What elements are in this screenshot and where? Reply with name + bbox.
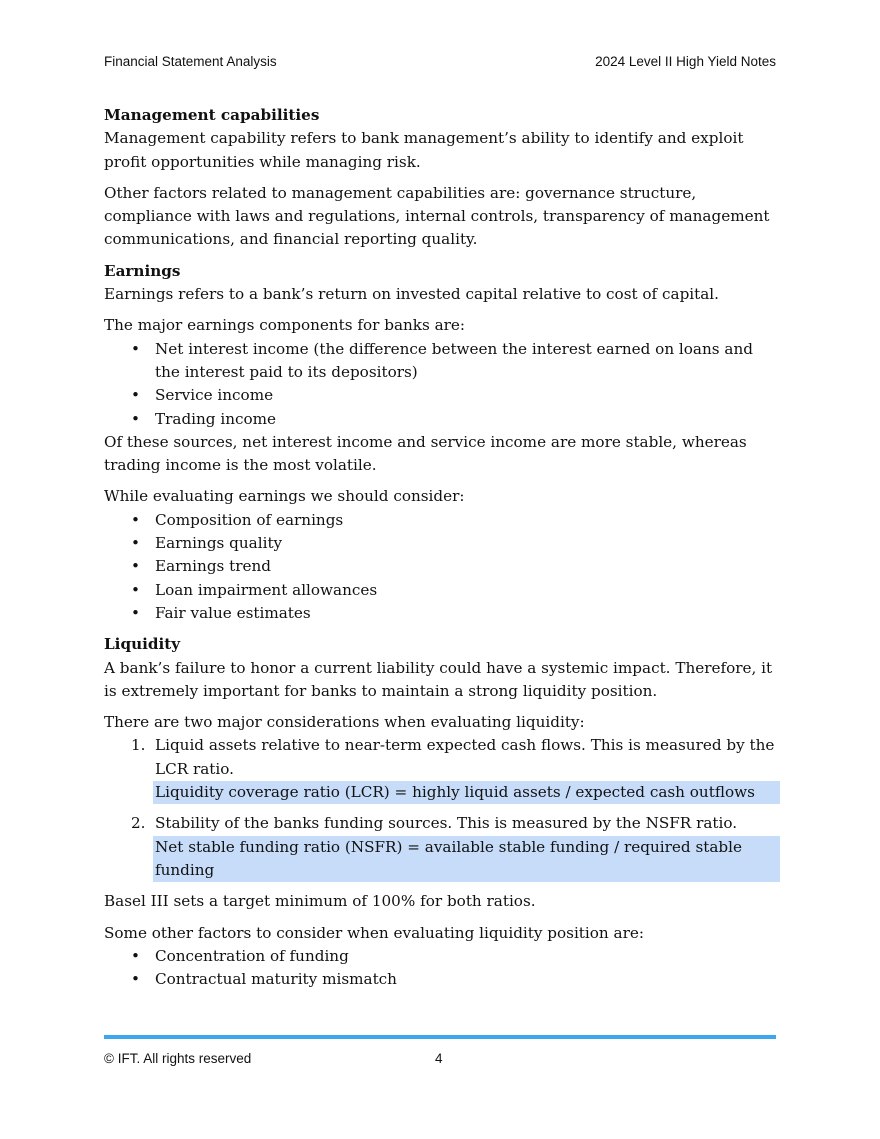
list-item: • Fair value estimates xyxy=(104,602,780,625)
liquidity-considerations-list xyxy=(104,734,780,781)
nsfr-formula-highlight: Net stable funding ratio (NSFR) = available stable funding / required stable funding xyxy=(153,836,780,883)
list-item: • Service income xyxy=(104,384,780,407)
liquidity-paragraph-4: Some other factors to consider when evaluating liquidity position are: xyxy=(104,923,644,942)
section-heading-management: Management capabilities xyxy=(104,106,320,124)
list-item: • Loan impairment allowances xyxy=(104,579,780,602)
item-number: 1. xyxy=(131,736,146,755)
earnings-components-list xyxy=(104,338,780,431)
list-item: • Trading income xyxy=(104,408,780,431)
item-text: Liquid assets relative to near-term expected cash flows. This is measured by the LCR ratio. xyxy=(155,736,775,778)
page-body xyxy=(104,104,780,991)
earnings-paragraph-2: The major earnings components for banks are: xyxy=(104,316,466,335)
item-text: Stability of the banks funding sources. This is measured by the NSFR ratio. xyxy=(155,814,738,833)
numbered-item xyxy=(104,812,780,835)
list-item: • Contractual maturity mismatch xyxy=(104,968,780,991)
liquidity-paragraph-3: Basel III sets a target minimum of 100% for both ratios. xyxy=(104,892,536,911)
section-heading-earnings: Earnings xyxy=(104,261,181,280)
item-number: 2. xyxy=(131,814,146,833)
list-item: • Concentration of funding xyxy=(104,945,780,968)
earnings-considerations-list xyxy=(104,509,780,625)
management-paragraph-2: Other factors related to management capabilities are: governance structure, compliance with laws and regulations, internal controls, transparency of management communications, and financial reporting quality. xyxy=(104,183,770,249)
liquidity-paragraph-1: A bank’s failure to honor a current liability could have a systemic impact. Therefore, it is extremely important for banks to maintain a strong liquidity position. xyxy=(104,658,773,700)
page-number: 4 xyxy=(435,1051,443,1066)
earnings-paragraph-4: While evaluating earnings we should consider: xyxy=(104,487,465,506)
header-notes-title: 2024 Level II High Yield Notes xyxy=(595,54,776,69)
liquidity-considerations-list-continued xyxy=(104,812,780,835)
list-item: • Earnings quality xyxy=(104,532,780,555)
liquidity-factors-list xyxy=(104,945,780,992)
lcr-formula-highlight: Liquidity coverage ratio (LCR) = highly liquid assets / expected cash outflows xyxy=(153,781,780,804)
list-item: • Earnings trend xyxy=(104,555,780,578)
liquidity-paragraph-2: There are two major considerations when evaluating liquidity: xyxy=(104,713,585,732)
list-item: • Net interest income (the difference between the interest earned on loans and the interest paid to its depositors) xyxy=(104,338,780,385)
section-heading-liquidity: Liquidity xyxy=(104,635,181,654)
earnings-paragraph-3: Of these sources, net interest income and service income are more stable, whereas trading income is the most volatile. xyxy=(104,432,747,475)
footer-divider xyxy=(104,1035,776,1039)
management-paragraph-1: Management capability refers to bank management’s ability to identify and exploit profit opportunities while managing risk. xyxy=(104,129,744,171)
earnings-paragraph-1: Earnings refers to a bank’s return on invested capital relative to cost of capital. xyxy=(104,285,719,304)
header-course-title: Financial Statement Analysis xyxy=(104,54,277,69)
list-item: • Composition of earnings xyxy=(104,509,780,532)
numbered-item xyxy=(104,734,780,781)
footer-copyright: © IFT. All rights reserved xyxy=(104,1051,252,1066)
